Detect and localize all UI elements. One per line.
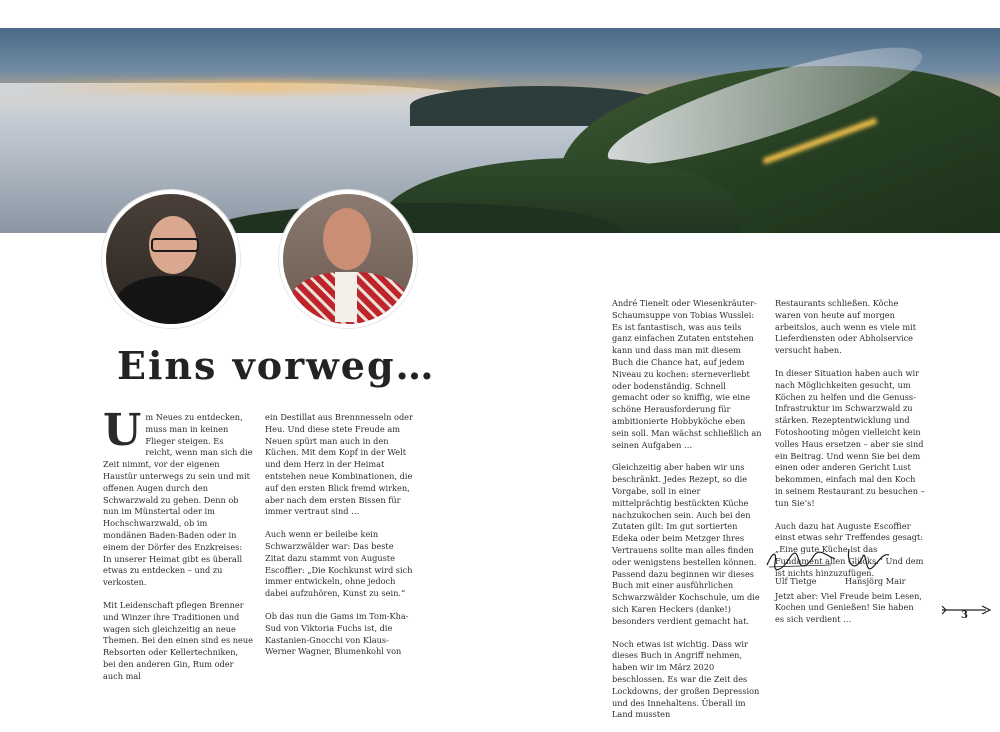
author-portrait-hansjoerg: [279, 190, 417, 328]
glasses: [151, 238, 199, 252]
paragraph: Ob das nun die Gams im Tom-Kha-Sud von Viktoria Fuchs ist, die Kastanien-Gnocchi von Klaus-Werner Wagner, Blumenkohl von: [265, 610, 409, 657]
page-title: Eins vorweg…: [117, 343, 436, 388]
paragraph: Gleichzeitig aber haben wir uns beschränkt. Jedes Rezept, so die Vorgabe, soll in einer mittelprächtig bestückten Küche nachzukochen sein. Auch bei den Zutaten gilt: Im gut sortierten Edeka oder beim Metzger Ihres Vertrauens sollte man alles finden oder wenigstens bestellen können. Passend dazu beginnen wir dieses Buch mit einer ausführlichen Schwarzwälder Kochschule, um die sich Karen Heckers (danke!) besonders verdient gemacht hat.: [612, 462, 760, 626]
text-column-2: [265, 412, 415, 669]
text-column-1: [103, 405, 253, 694]
signature-name: Ulf Tietge: [775, 576, 817, 586]
paragraph: ein Destillat aus Brennnesseln oder Heu. Und diese stete Freude am Neuen spürt man auch in den Küchen. Mit dem Kopf in der Welt und dem Herz in der Heimat entstehen neue Kombinationen, die auf den ersten Blick fremd wirken, aber nach dem ersten Bissen für immer vertraut sind …: [265, 412, 413, 517]
text-column-4: [775, 298, 925, 637]
signature-hansjoerg: [843, 547, 893, 575]
page-number: 3: [961, 610, 968, 621]
portrait-head: [323, 208, 371, 270]
signature-ulf: [765, 547, 837, 573]
author-portrait-ulf: [102, 190, 240, 328]
signature-name: Hansjörg Mair: [845, 576, 906, 586]
paragraph: Auch wenn er beileibe kein Schwarzwälder war: Das beste Zitat dazu stammt von Auguste Escoffier: „Die Kochkunst wird sich immer entwickeln, ohne jedoch dabei aufzuhören, Kunst zu sein.“: [265, 529, 413, 599]
paragraph: In dieser Situation haben auch wir nach Möglichkeiten gesucht, um Köchen zu helfen und die Genuss-Infrastruktur im Schwarzwald zu stärken. Rezeptentwicklung und Fotoshooting mögen vielleicht kein volles Haus ersetzen – aber sie sind ein Beitrag. Und wenn Sie bei dem einen oder anderen Gericht Lust bekommen, einfach mal den Koch in seinem Restaurant zu besuchen – tun Sie’s!: [775, 367, 925, 508]
paragraph: Noch etwas ist wichtig. Dass wir dieses Buch in Angriff nehmen, haben wir im März 2020 beschlossen. Es war die Zeit des Lockdowns, der großen Depression und des Innehaltens. Überall im Land mussten: [612, 638, 760, 720]
portrait-body: [116, 276, 228, 328]
dropcap: U: [103, 405, 142, 456]
portrait-shirt: [335, 272, 357, 322]
paragraph: Restaurants schließen. Köche waren von heute auf morgen arbeitslos, auch wenn es viele mit Lieferdiensten oder Abholservice versucht haben.: [775, 298, 917, 356]
paragraph: André Tienelt oder Wiesenkräuter-Schaumsuppe von Tobias Wusslei: Es ist fantastisch, was aus teils ganz einfachen Zutaten entstehen kann und dass man mit diesem Buch die Chance hat, auf jedem Niveau zu kochen: sterneverliebt oder bodenständig. Schnell gemacht oder so kniffig, wie eine schöne Herausforderung für ambitionierte Hobbyköche eben sein soll. Man wächst schließlich an seinen Aufgaben …: [612, 298, 762, 450]
text-column-3: [612, 298, 762, 732]
paragraph: Mit Leidenschaft pflegen Brenner und Winzer ihre Traditionen und wagen sich gleichzeitig an neue Themen. Bei den einen sind es neue Rebsorten oder Kellertechniken, bei den anderen Gin, Rum oder auch mal: [103, 599, 253, 681]
paragraph-text: m Neues zu entdecken, muss man in keinen Flieger steigen. Es reicht, wenn man sich die Zeit nimmt, vor der eigenen Haustür unterwegs zu sein und mit offenen Augen durch den Schwarzwald zu gehen. Denn ob nun im Münstertal oder im Hochschwarzwald, ob im mondänen Baden-Baden oder in einem der Dörfer des Enzkreises: In unserer Heimat gibt es überall etwas zu entdecken – und zu verkosten.: [103, 412, 253, 588]
paragraph: Jetzt aber: Viel Freude beim Lesen, Kochen und Genießen! Sie haben es sich verdient …: [775, 590, 922, 625]
horizon-glow: [20, 80, 500, 94]
paragraph: Auch dazu hat Auguste Escoffier einst etwas sehr Treffendes gesagt: „Eine gute Küche ist das Fundament allen Glücks.“ Und dem ist nichts hinzuzufügen.: [775, 520, 924, 578]
paragraph: [103, 405, 253, 589]
